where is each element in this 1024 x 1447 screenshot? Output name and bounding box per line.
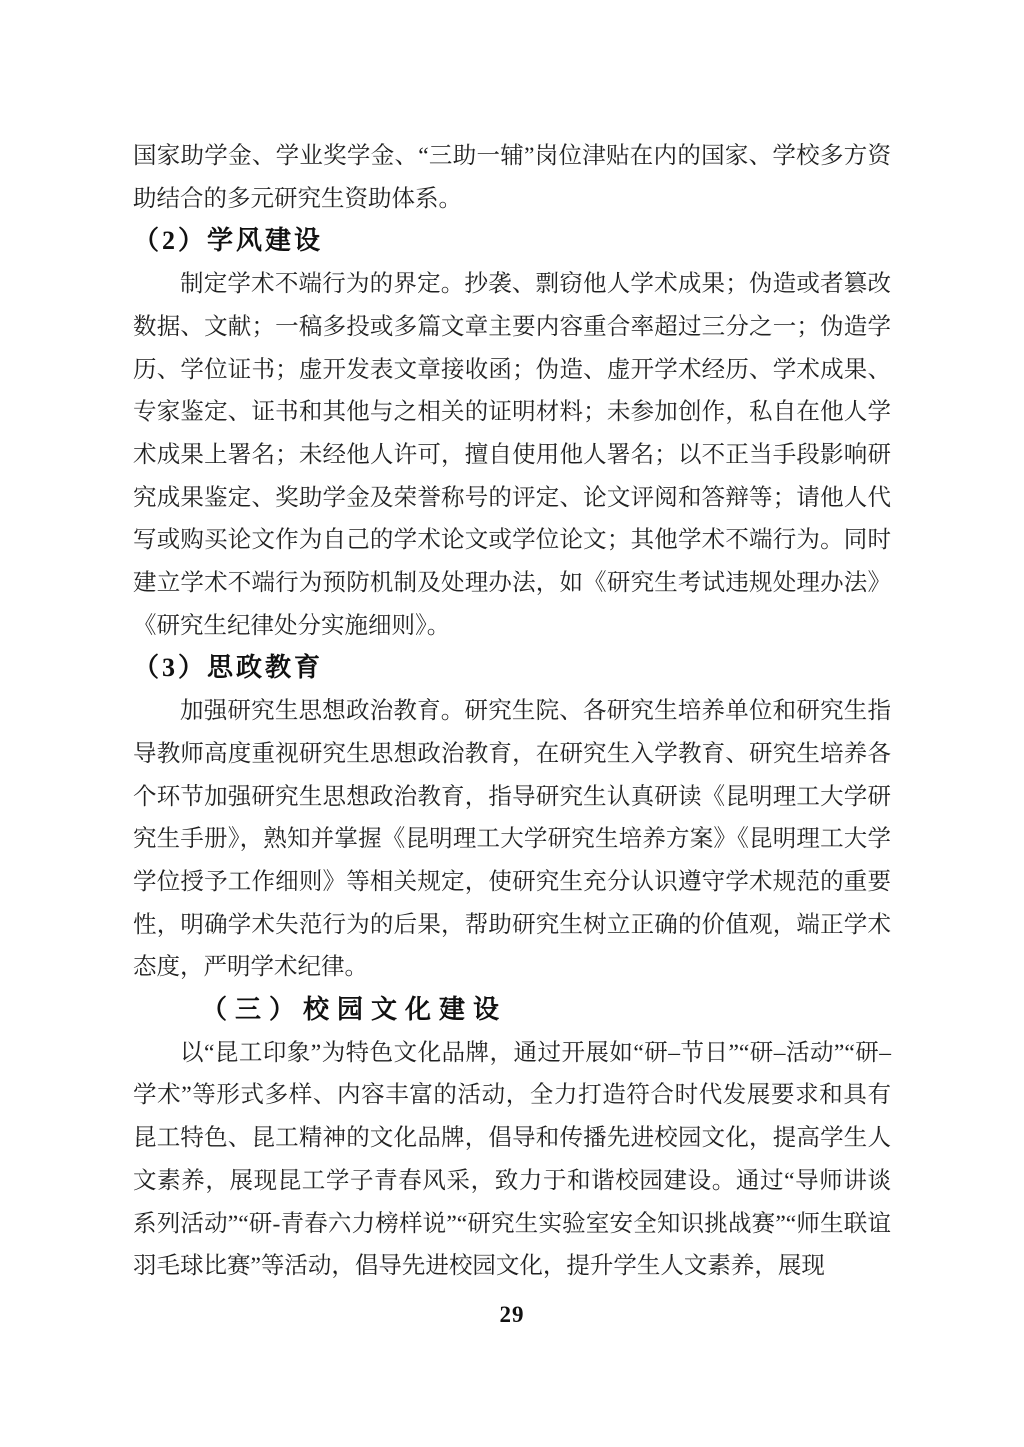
heading-study-style-construction: （2）学风建设: [133, 226, 324, 256]
paragraph-campus-culture: 以“昆工印象”为特色文化品牌，通过开展如“研–节日”“研–活动”“研–学术”等形式多样、内容丰富的活动，全力打造符合时代发展要求和具有昆工特色、昆工精神的文化品牌，倡导和传播先进校园文化，提高学生人文素养，展现昆工学子青春风采，致力于和谐校园建设。通过“导师讲谈系列活动”“研-青春六力榜样说”“研究生实验室安全知识挑战赛”“师生联谊羽毛球比赛”等活动，倡导先进校园文化，提升学生人文素养，展现: [133, 1039, 891, 1280]
paragraph-academic-misconduct: 制定学术不端行为的界定。抄袭、剽窃他人学术成果；伪造或者篡改数据、文献；一稿多投或多篇文章主要内容重合率超过三分之一；伪造学历、学位证书；虚开发表文章接收函；伪造、虚开学术经历、学术成果、专家鉴定、证书和其他与之相关的证明材料；未参加创作，私自在他人学术成果上署名；未经他人许可，擅自使用他人署名；以不正当手段影响研究成果鉴定、奖助学金及荣誉称号的评定、论文评阅和答辩等；请他人代写或购买论文作为自己的学术论文或学位论文；其他学术不端行为。同时建立学术不端行为预防机制及处理办法，如《研究生考试违规处理办法》《研究生纪律处分实施细则》。: [133, 271, 891, 639]
heading-ideological-education: （3）思政教育: [133, 653, 324, 683]
page-body: [133, 135, 891, 1288]
paragraph-funding-continuation: 国家助学金、学业奖学金、“三助一辅”岗位津贴在内的国家、学校多方资助结合的多元研究生资助体系。: [133, 143, 891, 212]
paragraph-ideological-education: 加强研究生思想政治教育。研究生院、各研究生培养单位和研究生指导教师高度重视研究生思想政治教育，在研究生入学教育、研究生培养各个环节加强研究生思想政治教育，指导研究生认真研读《昆明理工大学研究生手册》，熟知并掌握《昆明理工大学研究生培养方案》《昆明理工大学学位授予工作细则》等相关规定，使研究生充分认识遵守学术规范的重要性，明确学术失范行为的后果，帮助研究生树立正确的价值观，端正学术态度，严明学术纪律。: [133, 698, 891, 981]
page-number: 29: [499, 1302, 525, 1327]
heading-campus-culture-construction: （三）校园文化建设: [201, 995, 508, 1025]
